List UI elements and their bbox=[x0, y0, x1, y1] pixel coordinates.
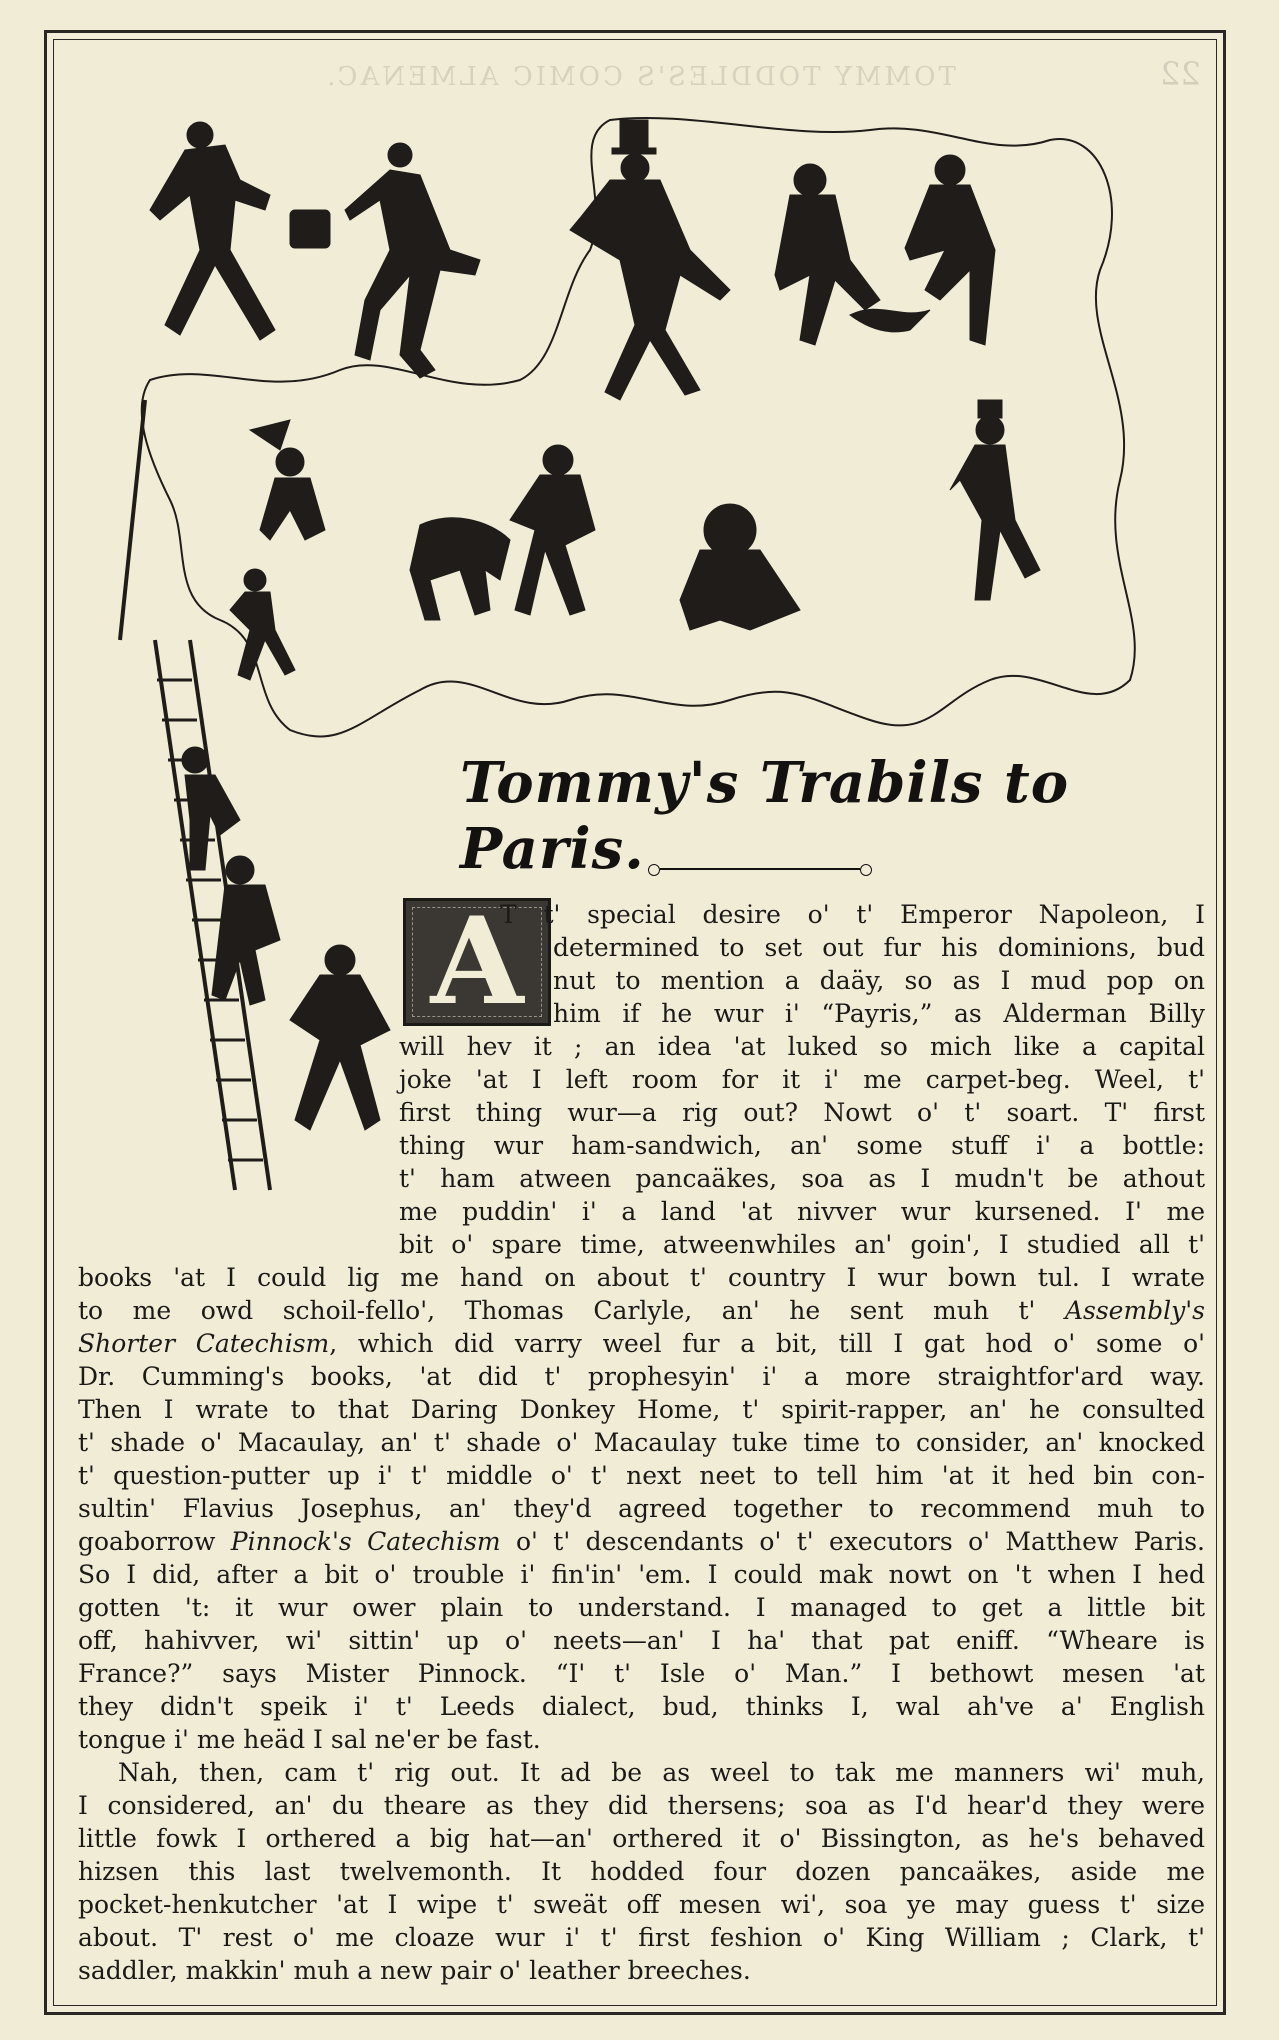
text-line: little fowk I orthered a big hat—an' orthered it o' Bissington, as he's behaved bbox=[78, 1824, 1205, 1853]
text-line: t' question-putter up i' t' middle o' t' next neet to tell him 'at it hed bin con- bbox=[78, 1461, 1205, 1490]
text-line: they didn't speik i' t' Leeds dialect, bud, thinks I, wal ah've a' English bbox=[78, 1692, 1205, 1721]
text-block-medium bbox=[399, 1030, 1205, 1261]
text-line: sultin' Flavius Josephus, an' they'd agreed together to recommend muh to bbox=[78, 1494, 1205, 1523]
text-line: joke 'at I left room for it i' me carpet-beg. Weel, t' bbox=[399, 1065, 1205, 1094]
text-line: him if he wur i' “Payris,” as Alderman Billy bbox=[553, 999, 1205, 1028]
text-line: gotten 't: it wur ower plain to understand. I managed to get a little bit bbox=[78, 1593, 1205, 1622]
text-block-full bbox=[78, 1261, 1205, 1987]
text-line: t' ham atween pancaäkes, soa as I mudn't be athout bbox=[399, 1164, 1205, 1193]
text-line: pocket-henkutcher 'at I wipe t' sweät off mesen wi', soa ye may guess t' size bbox=[78, 1890, 1205, 1919]
paragraph-end-line: tongue i' me heäd I sal ne'er be fast. bbox=[78, 1725, 541, 1754]
text-line: books 'at I could lig me hand on about t' country I wur bown tul. I wrate bbox=[78, 1263, 1205, 1292]
text-line: Then I wrate to that Daring Donkey Home, t' spirit-rapper, an' he consulted bbox=[78, 1395, 1205, 1424]
text-line: France?” says Mister Pinnock. “I' t' Isle o' Man.” I bethowt mesen 'at bbox=[78, 1659, 1205, 1688]
text-line: I considered, an' du theare as they did thersens; soa as I'd hear'd they were bbox=[78, 1791, 1205, 1820]
text-line: goaborrow Pinnock's Catechism o' t' descendants o' t' executors o' Matthew Paris. bbox=[78, 1527, 1205, 1556]
text-line: Dr. Cumming's books, 'at did t' prophesyin' i' a more straightfor'ard way. bbox=[78, 1362, 1205, 1391]
bleed-through-page-number: 22 bbox=[1160, 55, 1201, 93]
text-block-narrow bbox=[500, 898, 1205, 1030]
paragraph-end-line: saddler, makkin' muh a new pair o' leather breeches. bbox=[78, 1956, 751, 1985]
text-line: Nah, then, cam t' rig out. It ad be as weel to tak me manners wi' muh, bbox=[118, 1758, 1205, 1787]
text-line: me puddin' i' a land 'at nivver wur kursened. I' me bbox=[399, 1197, 1205, 1226]
text-line: thing wur ham-sandwich, an' some stuff i' a bottle: bbox=[399, 1131, 1205, 1160]
text-line: t' shade o' Macaulay, an' t' shade o' Macaulay tuke time to consider, an' knocked bbox=[78, 1428, 1205, 1457]
text-line: hizsen this last twelvemonth. It hodded four dozen pancaäkes, aside me bbox=[78, 1857, 1205, 1886]
text-line: So I did, after a bit o' trouble i' fin'in' 'em. I could mak nowt on 't when I hed bbox=[78, 1560, 1205, 1589]
text-line: about. T' rest o' me cloaze wur i' t' first feshion o' King William ; Clark, t' bbox=[78, 1923, 1205, 1952]
title-ornament-rule bbox=[660, 868, 860, 870]
text-line: T t' special desire o' t' Emperor Napoleon, I bbox=[500, 900, 1205, 929]
bleed-through-header: TOMMY TODDLES'S COMIC ALMENAC. bbox=[324, 62, 956, 92]
chapter-title: Tommy's Trabils to Paris. bbox=[460, 750, 1070, 882]
text-line: will hev it ; an idea 'at luked so mich like a capital bbox=[399, 1032, 1205, 1061]
text-line: to me owd schoil-fello', Thomas Carlyle, an' he sent muh t' Assembly's bbox=[78, 1296, 1205, 1325]
text-line: first thing wur—a rig out? Nowt o' t' soart. T' first bbox=[399, 1098, 1205, 1127]
text-line: nut to mention a daäy, so as I mud pop on bbox=[553, 966, 1205, 995]
drop-cap-letter: A bbox=[430, 891, 524, 1032]
text-line: bit o' spare time, atweenwhiles an' goin', I studied all t' bbox=[399, 1230, 1205, 1259]
text-line: off, hahivver, wi' sittin' up o' neets—an' I ha' that pat eniff. “Wheare is bbox=[78, 1626, 1205, 1655]
text-line: Shorter Catechism, which did varry weel fur a bit, till I gat hod o' some o' bbox=[78, 1329, 1205, 1358]
text-line: determined to set out fur his dominions, bud bbox=[553, 933, 1205, 962]
